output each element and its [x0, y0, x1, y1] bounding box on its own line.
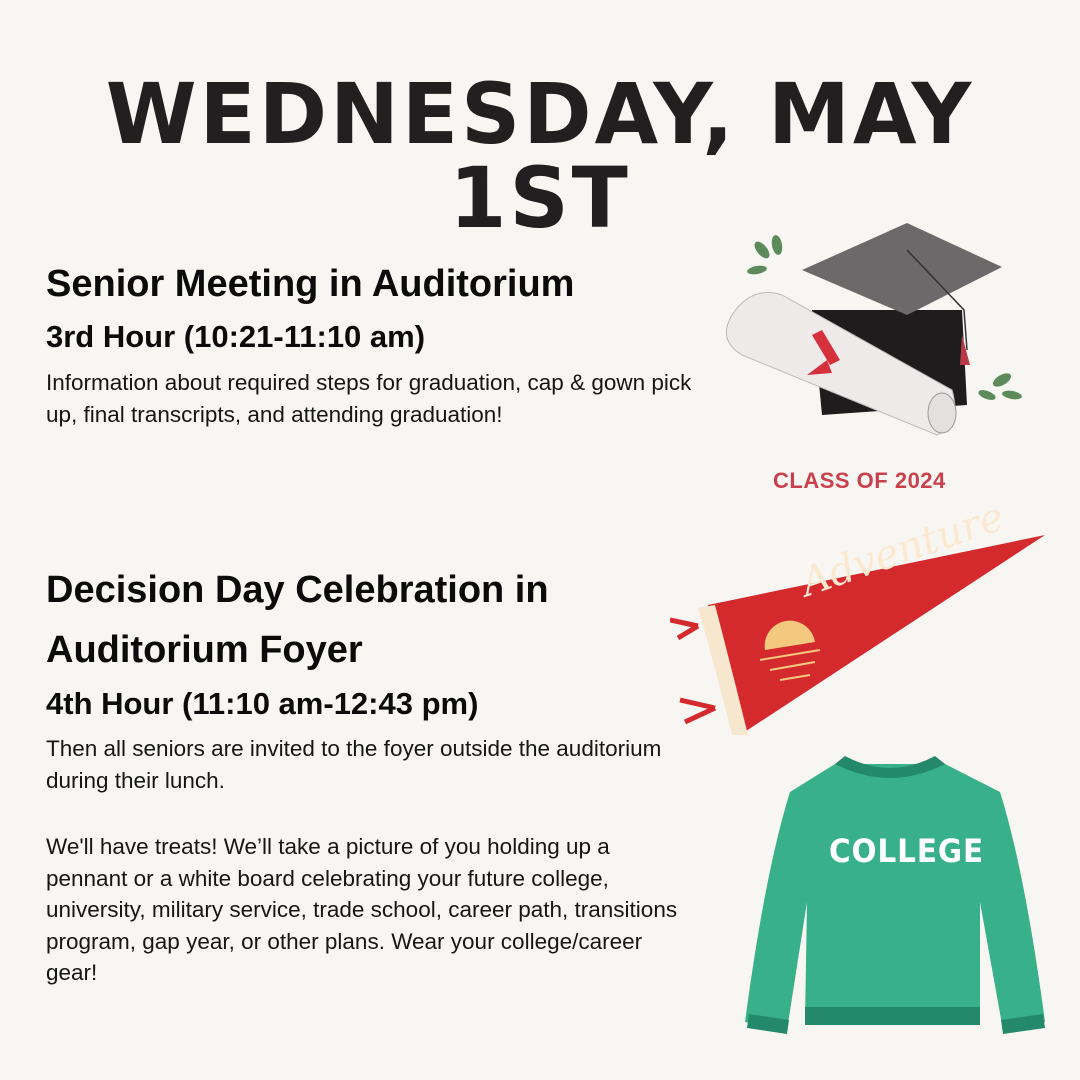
event-2-title-line1: Decision Day Celebration in: [46, 569, 549, 611]
event-2-title-line2: Auditorium Foyer: [46, 629, 363, 671]
page-title: WEDNESDAY, MAY 1ST: [105, 65, 975, 247]
event-2-details: We'll have treats! We’ll take a picture of you holding up a pennant or a white board celebrating your future college, university, military service, trade school, career path, transitions program, gap year, or other plans. Wear your college/career gear!: [46, 834, 678, 985]
event-1-time: 3rd Hour (10:21-11:10 am): [46, 319, 426, 354]
sweater-icon: [745, 752, 1045, 1042]
graduation-cap-diploma-icon: [712, 215, 1032, 445]
class-of-2024-label: CLASS OF 2024: [773, 468, 946, 493]
event-2-description: Then all seniors are invited to the foyer outside the auditorium during their lunch.: [46, 736, 662, 793]
event-1-title: Senior Meeting in Auditorium: [46, 263, 575, 305]
event-2-time: 4th Hour (11:10 am-12:43 pm): [46, 686, 479, 721]
event-1-description: Information about required steps for graduation, cap & gown pick up, final transcripts, and attending graduation!: [46, 370, 692, 427]
pennant-text: Adventure: [795, 493, 1010, 606]
sweater-text: COLLEGE: [829, 832, 984, 870]
